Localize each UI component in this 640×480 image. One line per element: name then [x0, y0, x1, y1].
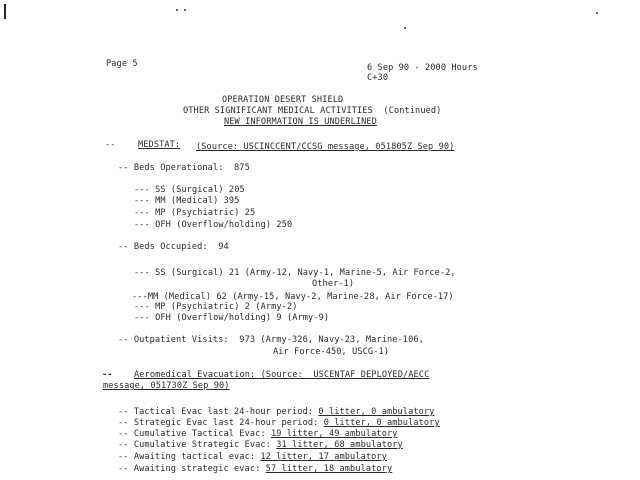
scan-edge-mark [4, 4, 6, 19]
aeromed-item [118, 429, 398, 439]
scan-speck [176, 9, 178, 11]
beds-operational-item: --- MP (Psychiatric) 25 [134, 208, 256, 218]
scan-speck [184, 9, 186, 11]
report-day: C+30 [367, 73, 389, 83]
aeromed-item-value: 57 litter, 18 ambulatory [265, 464, 393, 474]
document-subtitle: OTHER SIGNIFICANT MEDICAL ACTIVITIES (Continued) [183, 106, 442, 116]
aeromed-item [118, 464, 392, 474]
report-date-time: 6 Sep 90 - 2000 Hours [367, 63, 478, 73]
beds-occupied-item: --- MP (Psychiatric) 2 (Army-2) [134, 302, 298, 312]
aeromed-item-value: 19 litter, 49 ambulatory [270, 429, 398, 439]
aeromed-heading-continuation: message, 051730Z Sep 90) [103, 381, 230, 391]
scan-speck [404, 27, 406, 29]
aeromed-item-label: -- Awaiting strategic evac: [118, 464, 266, 474]
aeromed-item-value: 12 litter, 17 ambulatory [260, 452, 387, 462]
beds-occupied-item: ---MM (Medical) 62 (Army-15, Navy-2, Marine-28, Air Force-17) [132, 292, 454, 302]
document-note: NEW INFORMATION IS UNDERLINED [224, 117, 377, 127]
medstat-source: (Source: USCINCCENT/CCSG message, 051805Z Sep 90) [196, 142, 455, 152]
aeromed-item [118, 440, 403, 450]
aeromed-item-value: 0 litter, 0 ambulatory [323, 418, 440, 428]
aeromed-item-label: -- Tactical Evac last 24-hour period: [118, 407, 319, 417]
beds-occupied-item: --- SS (Surgical) 21 (Army-12, Navy-1, Marine-5, Air Force-2, [134, 268, 456, 278]
aeromed-item-label: -- Strategic Evac last 24-hour period: [118, 418, 324, 428]
aeromed-heading [134, 370, 429, 380]
aeromed-item-value: 0 litter, 0 ambulatory [318, 407, 435, 417]
outpatient-visits-continuation: Air Force-450, USCG-1) [273, 347, 390, 357]
medstat-label: MEDSTAT: [138, 140, 181, 150]
aeromed-item-label: -- Cumulative Tactical Evac: [118, 429, 271, 439]
beds-operational-item: --- SS (Surgical) 205 [134, 185, 245, 195]
beds-occupied-label: -- Beds Occupied: 94 [118, 242, 229, 252]
beds-operational-item: --- MM (Medical) 395 [134, 196, 240, 206]
beds-occupied-item-continuation: Other-1) [312, 279, 355, 289]
aeromed-item-value: 31 litter, 68 ambulatory [276, 440, 403, 450]
aeromed-heading-source: (Source: USCENTAF DEPLOYED/AECC [255, 370, 430, 380]
aeromed-heading-label: Aeromedical Evacuation: [134, 370, 256, 380]
aeromed-bullet: -- [102, 370, 113, 380]
scan-speck [596, 12, 598, 14]
beds-operational-label: -- Beds Operational: 875 [118, 163, 250, 173]
page-number: Page 5 [106, 59, 138, 69]
medstat-bullet: -- [105, 140, 116, 150]
beds-occupied-item: --- OFH (Overflow/holding) 9 (Army-9) [134, 313, 330, 323]
beds-operational-item: --- OFH (Overflow/holding) 250 [134, 220, 293, 230]
aeromed-item-label: -- Awaiting tactical evac: [118, 452, 261, 462]
document-title: OPERATION DESERT SHIELD [222, 95, 344, 105]
aeromed-item-label: -- Cumulative Strategic Evac: [118, 440, 277, 450]
aeromed-item [118, 407, 434, 417]
aeromed-item [118, 418, 440, 428]
outpatient-visits: -- Outpatient Visits: 973 (Army-326, Navy-23, Marine-106, [118, 335, 424, 345]
aeromed-item [118, 452, 387, 462]
